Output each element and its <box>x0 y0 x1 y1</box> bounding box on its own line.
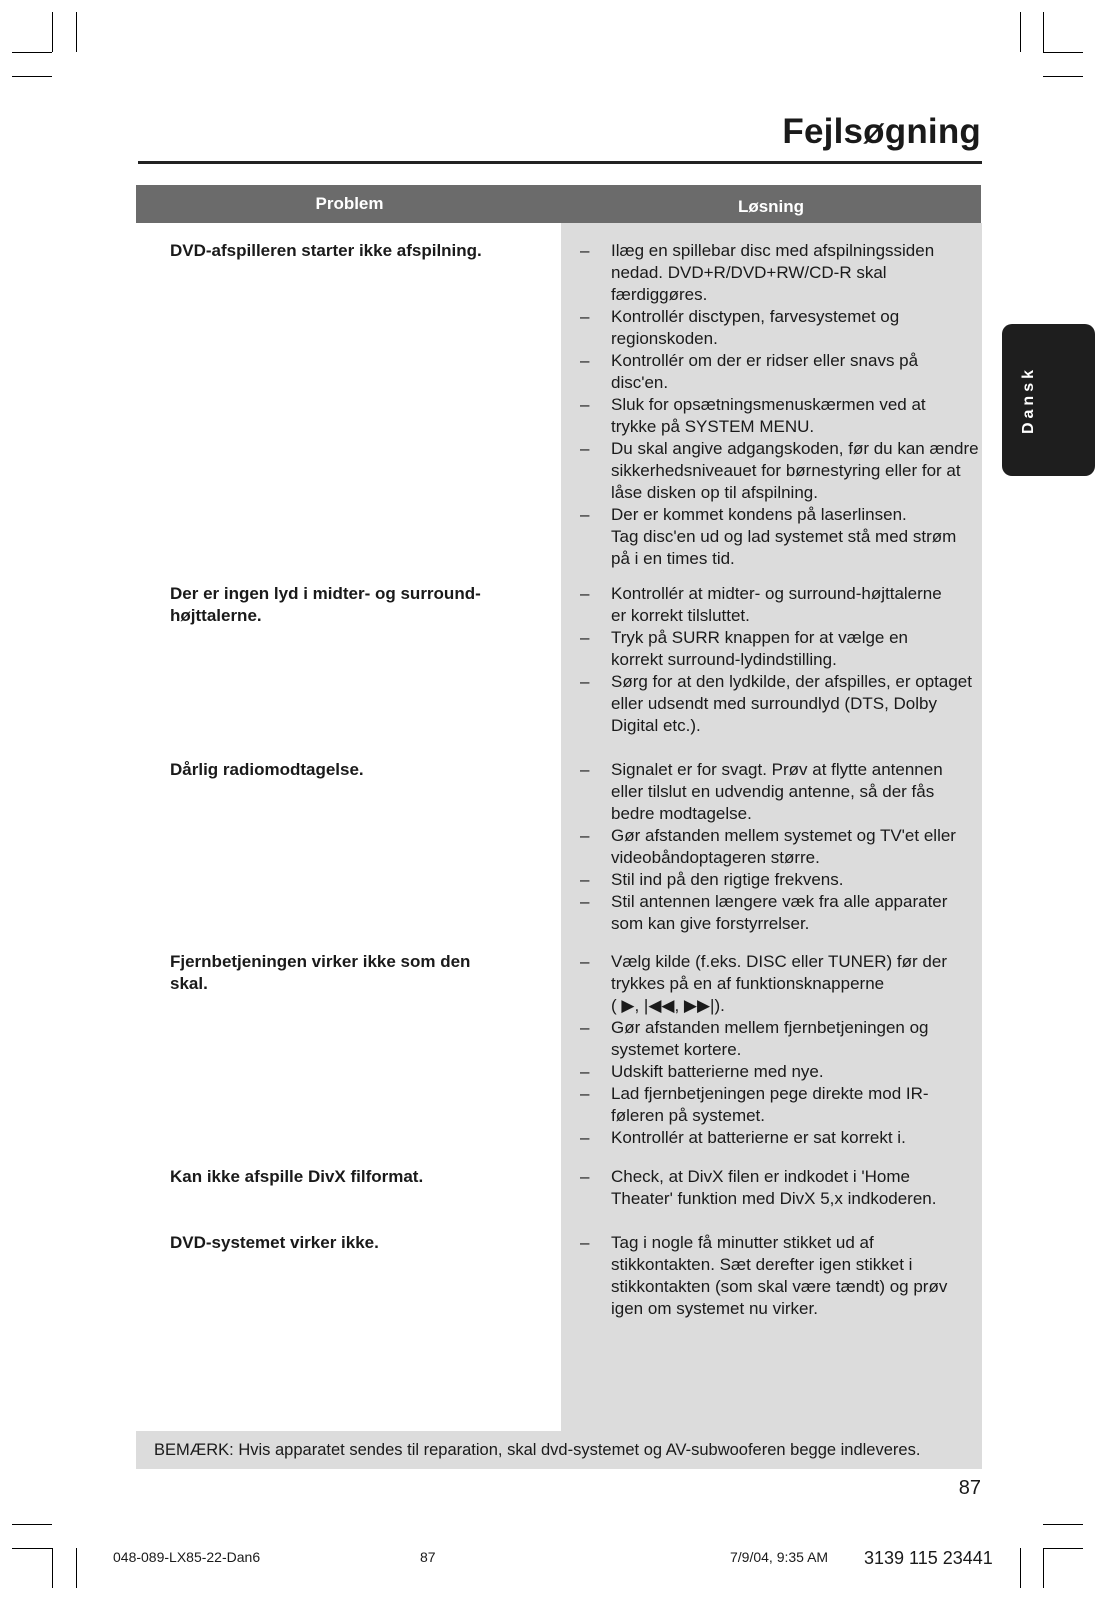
solution-item: – Kontrollér disctypen, farvesystemet og regionskoden. <box>576 306 988 350</box>
crop-mark <box>1020 12 1021 52</box>
dash-bullet: – <box>580 826 590 845</box>
table-row <box>0 240 1119 583</box>
solution-list <box>576 1232 988 1320</box>
problem-text: Kan ikke afspille DivX filformat. <box>170 1167 424 1186</box>
solution-list <box>576 951 988 1166</box>
crop-mark <box>1043 76 1083 77</box>
troubleshooting-table <box>0 240 1119 1320</box>
dash-bullet: – <box>580 241 590 260</box>
solution-item: – Kontrollér at batterierne er sat korrekt i. <box>576 1127 988 1149</box>
page-number: 87 <box>958 1477 981 1499</box>
table-row <box>0 759 1119 951</box>
dash-bullet: – <box>580 1084 590 1103</box>
dash-bullet: – <box>580 1167 590 1186</box>
crop-mark <box>1020 1548 1021 1588</box>
dash-bullet: – <box>580 952 590 971</box>
problem-column-header: Problem <box>136 185 563 223</box>
solution-item: – Du skal angive adgangskoden, før du kan ændre sikkerhedsniveauet for børnestyring eller for at låse disken op til afspilning. <box>576 438 988 504</box>
language-tab-label: Dansk <box>1020 365 1037 435</box>
dash-bullet: – <box>580 628 590 647</box>
table-row <box>0 583 1119 759</box>
problem-text: DVD-systemet virker ikke. <box>170 1233 379 1252</box>
crop-mark <box>52 1548 53 1588</box>
dash-bullet: – <box>580 307 590 326</box>
dash-bullet: – <box>580 1233 590 1252</box>
footer-code: 3139 115 23441 <box>864 1548 993 1568</box>
crop-mark <box>1043 1548 1044 1588</box>
table-row <box>0 1166 1119 1232</box>
dash-bullet: – <box>580 760 590 779</box>
dash-bullet: – <box>580 870 590 889</box>
solution-item: – Tryk på SURR knappen for at vælge en korrekt surround-lydindstilling. <box>576 627 988 671</box>
dash-bullet: – <box>580 439 590 458</box>
solution-item: – Ilæg en spillebar disc med afspilningssiden nedad. DVD+R/DVD+RW/CD-R skal færdiggøres. <box>576 240 988 306</box>
dash-bullet: – <box>580 672 590 691</box>
solution-item: – Gør afstanden mellem systemet og TV'et eller videobåndoptageren større. <box>576 825 988 869</box>
dash-bullet: – <box>580 584 590 603</box>
crop-mark <box>1043 1524 1083 1525</box>
dash-bullet: – <box>580 351 590 370</box>
solution-list <box>576 583 988 759</box>
solution-item: – Der er kommet kondens på laserlinsen. Tag disc'en ud og lad systemet stå med strøm på i en times tid. <box>576 504 988 570</box>
dash-bullet: – <box>580 395 590 414</box>
footer-file-name: 048-089-LX85-22-Dan6 <box>113 1549 261 1565</box>
crop-mark <box>1043 1548 1083 1549</box>
crop-mark <box>12 1524 52 1525</box>
dash-bullet: – <box>580 1128 590 1147</box>
footer-page: 87 <box>420 1549 436 1565</box>
dash-bullet: – <box>580 1018 590 1037</box>
table-row <box>0 1232 1119 1320</box>
crop-mark <box>1043 52 1083 53</box>
title-divider <box>138 161 982 164</box>
table-row <box>0 951 1119 1166</box>
solution-item: – Lad fjernbetjeningen pege direkte mod IR- føleren på systemet. <box>576 1083 988 1127</box>
solution-list <box>576 240 988 583</box>
solution-item: – Sørg for at den lydkilde, der afspilles, er optaget eller udsendt med surroundlyd (DTS, Dolby Digital etc.). <box>576 671 988 737</box>
problem-text: DVD-afspilleren starter ikke afspilning. <box>170 241 482 260</box>
note-bar: BEMÆRK: Hvis apparatet sendes til reparation, skal dvd-systemet og AV-subwooferen begge indleveres. <box>136 1431 982 1469</box>
solution-item: – Udskift batterierne med nye. <box>576 1061 988 1083</box>
problem-text: Der er ingen lyd i midter- og surround- højttalerne. <box>170 584 481 625</box>
crop-mark <box>12 1548 52 1549</box>
solution-item: – Stil antennen længere væk fra alle apparater som kan give forstyrrelser. <box>576 891 988 935</box>
footer-datetime: 7/9/04, 9:35 AM <box>730 1549 829 1565</box>
dash-bullet: – <box>580 892 590 911</box>
crop-mark <box>76 12 77 52</box>
solution-item: – Signalet er for svagt. Prøv at flytte antennen eller tilslut en udvendig antenne, så der fås bedre modtagelse. <box>576 759 988 825</box>
crop-mark <box>1043 12 1044 52</box>
problem-text: Dårlig radiomodtagelse. <box>170 760 364 779</box>
crop-mark <box>12 52 52 53</box>
solution-item: – Stil ind på den rigtige frekvens. <box>576 869 988 891</box>
solution-list <box>576 759 988 951</box>
solution-item: – Kontrollér at midter- og surround-højttalerne er korrekt tilsluttet. <box>576 583 988 627</box>
solution-list <box>576 1166 988 1232</box>
problem-text: Fjernbetjeningen virker ikke som den skal. <box>170 952 471 993</box>
solution-item: – Check, at DivX filen er indkodet i 'Home Theater' funktion med DivX 5,x indkoderen. <box>576 1166 988 1210</box>
dash-bullet: – <box>580 1062 590 1081</box>
crop-mark <box>12 76 52 77</box>
crop-mark <box>52 12 53 52</box>
crop-mark <box>76 1548 77 1588</box>
solution-item: – Sluk for opsætningsmenuskærmen ved at trykke på SYSTEM MENU. <box>576 394 988 438</box>
solution-item: – Tag i nogle få minutter stikket ud af stikkontakten. Sæt derefter igen stikket i stikkontakten (som skal være tændt) og prøv igen om systemet nu virker. <box>576 1232 988 1320</box>
solution-column-header: Løsning <box>561 185 981 223</box>
dash-bullet: – <box>580 505 590 524</box>
solution-item: – Gør afstanden mellem fjernbetjeningen og systemet kortere. <box>576 1017 988 1061</box>
page-title: Fejlsøgning <box>782 112 981 151</box>
solution-item: – Kontrollér om der er ridser eller snavs på disc'en. <box>576 350 988 394</box>
solution-item: – Vælg kilde (f.eks. DISC eller TUNER) før der trykkes på en af funktionsknapperne ( ▶, |◀◀, ▶▶|). <box>576 951 988 1017</box>
